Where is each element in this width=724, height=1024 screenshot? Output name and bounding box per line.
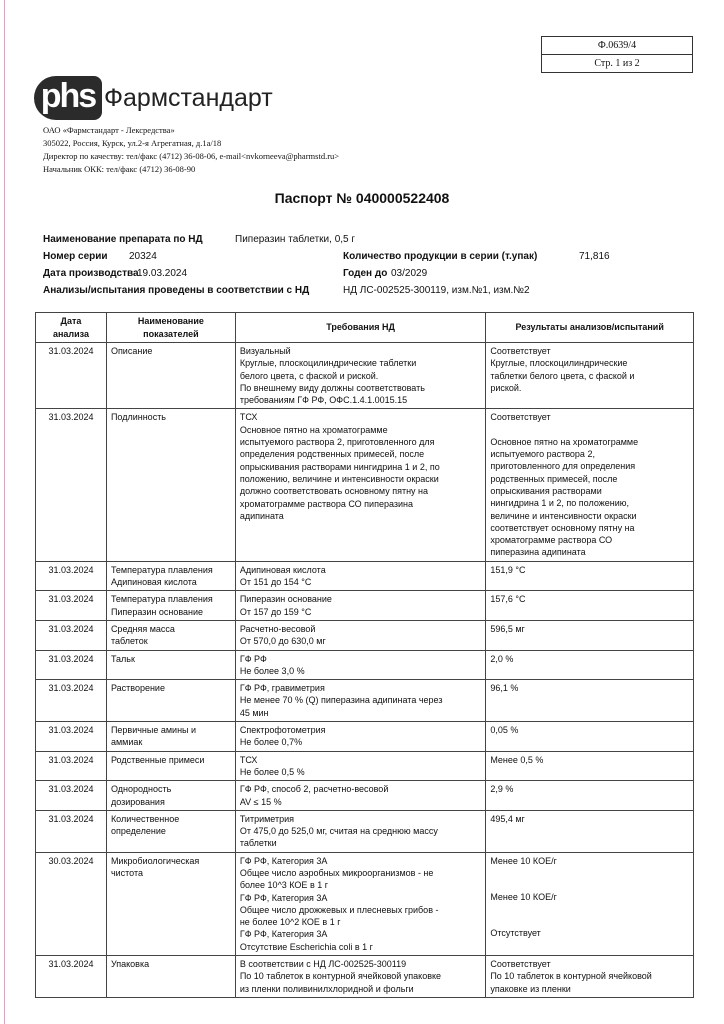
table-row: [36, 751, 694, 781]
production-date-value: 19.03.2024: [137, 268, 188, 279]
cell-requirement: [235, 751, 486, 781]
cell-line: Дата: [60, 316, 82, 327]
series-value: 20324: [129, 251, 157, 262]
cell-line: Визуальный: [239, 346, 291, 356]
cell-line: не более 10^2 КОЕ в 1 г: [239, 917, 341, 928]
cell-line: таблетки: [239, 838, 277, 849]
quantity-label: Количество продукции в серии (т.упак): [343, 251, 538, 262]
company-address: 305022, Россия, Курск, ул.2-я Агрегатная, д.1а/18: [43, 138, 222, 148]
cell-date: [36, 852, 107, 955]
cell-line: показателей: [143, 328, 199, 339]
cell-line: Упаковка: [110, 959, 150, 970]
cell-indicator: [106, 343, 235, 409]
cell-line: Требования НД: [326, 322, 395, 333]
expiry-label: Годен до: [343, 268, 388, 279]
document-title: Паспорт № 040000522408: [274, 190, 450, 206]
cell-line: ГФ РФ, Категория 3А: [239, 929, 328, 940]
cell-line: чистота: [110, 867, 144, 878]
table-row: [36, 680, 694, 722]
cell-date: [36, 781, 107, 811]
cell-line: испытуемого раствора 2, приготовленного для: [239, 437, 435, 448]
cell-line: 31.03.2024: [48, 653, 94, 664]
cell-line: адипината: [239, 510, 284, 521]
cell-line: 96,1 %: [490, 683, 519, 694]
table-row: [36, 852, 694, 955]
cell-line: [490, 424, 689, 436]
series-label: Номер серии: [43, 251, 108, 262]
cell-requirement: [235, 781, 486, 811]
cell-line: От 475,0 до 525,0 мг, считая на среднюю массу: [239, 826, 438, 837]
cell-line: Температура плавления: [110, 594, 213, 605]
logo-mark: phs: [34, 76, 102, 120]
cell-line: должно соответствовать основному пятну на: [239, 486, 429, 497]
cell-line: 31.03.2024: [48, 412, 94, 423]
cell-line: Основное пятно на хроматограмме: [239, 424, 388, 435]
table-row: [36, 561, 694, 591]
table-row: [36, 810, 694, 852]
cell-line: ТСХ: [239, 412, 258, 423]
cell-requirement: [235, 620, 486, 650]
cell-result: [486, 722, 694, 752]
cell-line: Отсутствие Escherichia coli в 1 г: [239, 941, 373, 952]
header-results: [486, 313, 694, 343]
table-row: [36, 620, 694, 650]
cell-line: риской.: [490, 382, 522, 393]
cell-requirement: [235, 680, 486, 722]
cell-line: Соответствует: [490, 412, 551, 423]
cell-requirement: [235, 852, 486, 955]
company-name: ОАО «Фармстандарт - Лексредства»: [43, 125, 175, 135]
cell-line: Описание: [110, 346, 153, 356]
cell-date: [36, 956, 107, 998]
cell-line: ГФ РФ, Категория 3А: [239, 892, 328, 903]
cell-line: дозирования: [110, 796, 165, 807]
cell-line: Средняя масса: [110, 623, 175, 634]
cell-indicator: [106, 620, 235, 650]
cell-line: опрыскивания растворами: [490, 485, 602, 496]
cell-line: Спектрофотометрия: [239, 725, 326, 736]
cell-line: Количественное: [110, 813, 180, 824]
cell-date: [36, 751, 107, 781]
cell-line: 495,4 мг: [490, 813, 525, 824]
cell-line: В соответствии с НД ЛС-002525-300119: [239, 959, 407, 970]
cell-line: Не более 3,0 %: [239, 665, 305, 676]
cell-result: [486, 561, 694, 591]
table-body: [36, 343, 694, 998]
logo-text: Фармстандарт: [104, 84, 273, 112]
cell-line: Пиперазин основание: [239, 594, 332, 605]
cell-line: 157,6 °С: [490, 594, 526, 605]
cell-date: [36, 650, 107, 680]
cell-line: соответствует основному пятну на: [490, 522, 635, 533]
cell-line: Соответствует: [490, 346, 551, 356]
cell-line: упаковке из пленки: [490, 983, 571, 994]
cell-line: определения родственных примесей, после: [239, 449, 425, 460]
cell-line: опрыскивания растворами нингидрина 1 и 2, по: [239, 461, 440, 472]
cell-line: Температура плавления: [110, 564, 213, 575]
cell-requirement: [235, 343, 486, 409]
cell-line: приготовленного для определения: [490, 461, 636, 472]
cell-line: По 10 таблеток в контурной ячейковой: [490, 971, 652, 982]
cell-line: 30.03.2024: [48, 855, 94, 866]
cell-requirement: [235, 956, 486, 998]
cell-line: положению, величине и интенсивности окраски: [239, 473, 439, 484]
cell-line: AV ≤ 15 %: [239, 796, 282, 807]
cell-date: [36, 409, 107, 561]
cell-line: определение: [110, 826, 166, 837]
cell-date: [36, 343, 107, 409]
cell-line: Круглые, плоскоцилиндрические таблетки: [239, 358, 417, 369]
cell-line: Общее число дрожжевых и плесневых грибов -: [239, 904, 439, 915]
analysis-standard-value: НД ЛС-002525-300119, изм.№1, изм.№2: [343, 285, 530, 296]
header-requirements: [235, 313, 486, 343]
cell-requirement: [235, 650, 486, 680]
header-date: [36, 313, 107, 343]
cell-line: аммиак: [110, 737, 143, 748]
cell-indicator: [106, 956, 235, 998]
cell-indicator: [106, 650, 235, 680]
cell-line: 2,0 %: [490, 653, 514, 664]
cell-line: Не более 0,5 %: [239, 766, 305, 777]
cell-result: [486, 751, 694, 781]
page-number: Стр. 1 из 2: [542, 54, 692, 72]
cell-line: 31.03.2024: [48, 784, 94, 795]
cell-line: Менее 10 КОЕ/г: [490, 891, 557, 902]
cell-line: От 570,0 до 630,0 мг: [239, 636, 326, 647]
cell-line: [490, 867, 689, 879]
cell-line: Тальк: [110, 653, 135, 664]
cell-result: [486, 591, 694, 621]
cell-line: Наименование: [137, 316, 204, 327]
company-info: [43, 124, 339, 176]
cell-line: [490, 879, 689, 891]
cell-indicator: [106, 409, 235, 561]
cell-line: От 157 до 159 °С: [239, 606, 312, 617]
cell-line: От 151 до 154 °С: [239, 577, 312, 588]
cell-line: Общее число аэробных микроорганизмов - не: [239, 867, 434, 878]
cell-line: требованиям ГФ РФ, ОФС.1.4.1.0015.15: [239, 395, 408, 406]
table-row: [36, 722, 694, 752]
cell-line: Однородность: [110, 784, 172, 795]
table-row: [36, 781, 694, 811]
quantity-value: 71,816: [579, 251, 610, 262]
cell-line: нингидрина 1 и 2, по положению,: [490, 498, 629, 509]
cell-date: [36, 620, 107, 650]
cell-line: Родственные примеси: [110, 754, 205, 765]
cell-requirement: [235, 810, 486, 852]
cell-line: Не менее 70 % (Q) пиперазина адипината через: [239, 695, 443, 706]
table-header-row: [36, 313, 694, 343]
cell-requirement: [235, 722, 486, 752]
cell-line: 31.03.2024: [48, 346, 94, 356]
cell-line: ГФ РФ, способ 2, расчетно-весовой: [239, 784, 389, 795]
cell-line: Первичные амины и: [110, 725, 197, 736]
cell-indicator: [106, 852, 235, 955]
cell-line: Соответствует: [490, 959, 551, 970]
cell-line: Адипиновая кислота: [110, 577, 197, 588]
drug-value: Пиперазин таблетки, 0,5 г: [235, 234, 356, 245]
cell-date: [36, 680, 107, 722]
qc-head-contact: Начальник ОКК: тел/факс (4712) 36-08-90: [43, 164, 196, 174]
cell-line: хроматограмме раствора СО: [490, 535, 613, 546]
cell-line: 31.03.2024: [48, 959, 94, 970]
table-row: [36, 956, 694, 998]
cell-line: 2,9 %: [490, 784, 514, 795]
form-code: Ф.0639/4: [597, 40, 637, 51]
cell-line: Основное пятно на хроматограмме: [490, 436, 639, 447]
cell-line: Титриметрия: [239, 813, 295, 824]
cell-requirement: [235, 561, 486, 591]
table-row: [36, 343, 694, 409]
cell-line: 596,5 мг: [490, 623, 525, 634]
header-indicator: [106, 313, 235, 343]
cell-date: [36, 722, 107, 752]
cell-requirement: [235, 409, 486, 561]
cell-requirement: [235, 591, 486, 621]
cell-line: таблеток: [110, 636, 148, 647]
cell-result: [486, 680, 694, 722]
cell-date: [36, 561, 107, 591]
margin-line: [4, 0, 5, 1024]
cell-line: Адипиновая кислота: [239, 564, 326, 575]
cell-line: пиперазина адипината: [490, 547, 586, 558]
cell-result: [486, 852, 694, 955]
cell-line: из пленки поливинилхлоридной и фольги: [239, 983, 414, 994]
cell-line: ГФ РФ, гравиметрия: [239, 683, 325, 694]
cell-indicator: [106, 680, 235, 722]
cell-line: [490, 915, 689, 927]
cell-line: 31.03.2024: [48, 683, 94, 694]
cell-line: таблетки белого цвета, с фаской и: [490, 370, 635, 381]
cell-line: По 10 таблеток в контурной ячейковой упаковке: [239, 971, 442, 982]
cell-date: [36, 810, 107, 852]
analysis-standard-label: Анализы/испытания проведены в соответствии с НД: [43, 285, 310, 296]
production-date-label: Дата производства: [43, 268, 139, 279]
cell-result: [486, 343, 694, 409]
table-row: [36, 409, 694, 561]
cell-line: Микробиологическая: [110, 855, 200, 866]
cell-result: [486, 409, 694, 561]
cell-indicator: [106, 591, 235, 621]
cell-line: Результаты анализов/испытаний: [515, 322, 664, 333]
cell-line: Менее 0,5 %: [490, 754, 544, 765]
cell-line: ГФ РФ: [239, 653, 267, 664]
cell-line: По внешнему виду должны соответствовать: [239, 382, 425, 393]
cell-line: Не более 0,7%: [239, 737, 303, 748]
cell-line: Менее 10 КОЕ/г: [490, 855, 557, 866]
cell-indicator: [106, 781, 235, 811]
cell-line: Растворение: [110, 683, 165, 694]
cell-line: 0,05 %: [490, 725, 519, 736]
cell-line: белого цвета, с фаской и риской.: [239, 370, 379, 381]
form-code-box: [541, 36, 693, 73]
cell-line: Отсутствует: [490, 928, 541, 939]
cell-line: 31.03.2024: [48, 594, 94, 605]
cell-line: 31.03.2024: [48, 564, 94, 575]
cell-line: 31.03.2024: [48, 754, 94, 765]
cell-line: ГФ РФ, Категория 3А: [239, 855, 328, 866]
cell-line: Пиперазин основание: [110, 606, 204, 617]
expiry-value: 03/2029: [391, 268, 428, 279]
cell-result: [486, 620, 694, 650]
cell-line: испытуемого раствора 2,: [490, 449, 595, 460]
cell-line: Круглые, плоскоцилиндрические: [490, 358, 628, 369]
cell-result: [486, 650, 694, 680]
quality-director-contact: Директор по качеству: тел/факс (4712) 36-08-06, e-mail<nvkorneeva@pharmstd.ru>: [43, 151, 340, 161]
cell-indicator: [106, 751, 235, 781]
cell-line: 31.03.2024: [48, 725, 94, 736]
cell-line: 31.03.2024: [48, 623, 94, 634]
results-table: [35, 312, 694, 998]
cell-line: родственных примесей, после: [490, 473, 618, 484]
cell-line: величине и интенсивности окраски: [490, 510, 637, 521]
cell-indicator: [106, 810, 235, 852]
cell-line: 31.03.2024: [48, 813, 94, 824]
cell-line: [490, 903, 689, 915]
table-row: [36, 650, 694, 680]
cell-indicator: [106, 722, 235, 752]
cell-line: 151,9 °С: [490, 564, 526, 575]
drug-label: Наименование препарата по НД: [43, 234, 203, 245]
cell-line: Подлинность: [110, 412, 167, 423]
cell-line: ТСХ: [239, 754, 258, 765]
cell-line: анализа: [52, 328, 89, 339]
cell-line: хроматограмме раствора СО пиперазина: [239, 498, 413, 509]
table-row: [36, 591, 694, 621]
cell-result: [486, 810, 694, 852]
cell-result: [486, 781, 694, 811]
cell-line: более 10^3 КОЕ в 1 г: [239, 880, 329, 891]
cell-result: [486, 956, 694, 998]
cell-line: Расчетно-весовой: [239, 623, 316, 634]
cell-indicator: [106, 561, 235, 591]
cell-line: 45 мин: [239, 707, 269, 718]
cell-date: [36, 591, 107, 621]
